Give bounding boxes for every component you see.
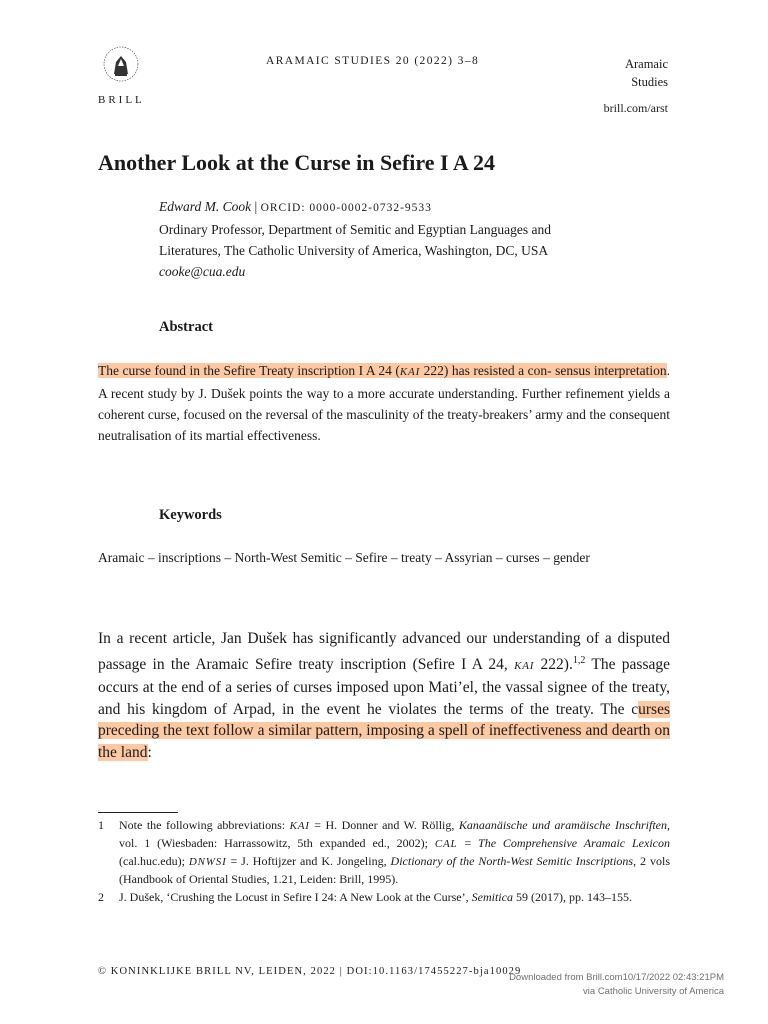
journal-citation: ARAMAIC STUDIES 20 (2022) 3–8 [266,55,480,67]
footnote-text [119,889,670,906]
footnote-ref[interactable]: 1,2 [572,654,586,666]
brill-seal-icon [102,44,140,88]
journal-name-line1: Aramaic [624,57,668,71]
body-part3: The passage occurs at the end of a series of curses imposed upon Mati’el, the vassal signee of the treaty, and his kingdom of Arpad, in the event he violates the terms of the treaty. The c [98,655,671,718]
journal-name-line2: Studies [631,75,668,89]
fn1-h: = J. Hoftijzer and K. Jongeling, [226,854,391,868]
affiliation-line1: Ordinary Professor, Department of Semitic and Egyptian Languages and [159,222,551,237]
fn2-a: J. Dušek, ‘Crushing the Locust in Sefire I 24: A New Look at the Curse’, [119,890,472,904]
article-title: Another Look at the Curse in Sefire I A 24 [98,150,496,175]
download-line2: via Catholic University of America [583,986,724,997]
abstract-heading: Abstract [159,319,213,335]
fn1-b: = H. Donner and W. Röllig, [309,818,459,832]
footnote-number: 1 [98,818,104,832]
abstract-text [98,360,670,446]
body-kai-abbrev: KAI [514,659,535,672]
footnote-number: 2 [98,890,104,904]
footnotes [98,817,670,907]
copyright-footer: © KONINKLIJKE BRILL NV, LEIDEN, 2022 | DOI:10.1163/17455227-bja10029 [98,966,522,977]
body-part1: In a recent article, Jan Dušek has significantly advanced our understanding of a disputed passage in the Aramaic Sefire treaty inscription (Sefire I A 24, [98,630,670,673]
body-paragraph [98,628,670,763]
journal-url-link[interactable]: brill.com/arst [603,101,668,115]
fn1-j: , 2 vols (Handbook of Oriental Studies, 1.21, Leiden: Brill, 1995). [119,854,670,886]
affiliation-line2: Literatures, The Catholic University of America, Washington, DC, USA [159,243,549,258]
footnote-text [119,817,670,888]
fn1-d: , vol. 1 (Wiesbaden: Harrassowitz, 5th expanded ed., 2002); [119,818,670,850]
fn2-b: Semitica [471,890,513,904]
fn2-c: 59 (2017), pp. 143–155. [512,890,632,904]
footnote-item [98,889,670,906]
author-separator: | [254,199,258,214]
fn1-i: Dictionary of the North-West Semitic Inscriptions [390,854,634,868]
orcid-link[interactable]: ORCID: 0000-0002-0732-9533 [260,202,432,214]
fn1-dnwsi: DNWSI [188,856,227,868]
fn1-e: = [457,836,479,850]
body-part2: 222). [534,655,573,673]
keywords-heading: Keywords [159,507,222,523]
download-line1: Downloaded from Brill.com10/17/2022 02:43:21PM [509,972,724,983]
author-block [159,196,679,282]
footnote-item [98,817,670,888]
body-highlight-part2: pattern, imposing a spell of ineffectiveness and dearth on the land [98,722,670,761]
fn1-kai: KAI [289,820,310,832]
abstract-highlight[interactable] [98,363,667,378]
fn1-g: (cal.huc.edu); [119,854,189,868]
fn1-c: Kanaanäische und aramäische Inschriften [458,818,667,832]
abstract-highlight-part2: 222) has resisted a con- [420,363,552,378]
fn1-a: Note the following abbreviations: [119,818,290,832]
author-email-link[interactable]: cooke@cua.edu [159,264,246,279]
abstract-highlight-part3: sensus interpretation [555,363,667,378]
keywords-text: Aramaic – inscriptions – North-West Semitic – Sefire – treaty – Assyrian – curses – gender [98,550,590,565]
download-watermark [488,971,724,999]
journal-info [604,55,668,117]
logo-wordmark: BRILL [98,94,145,106]
body-part4: : [147,743,152,761]
author-name: Edward M. Cook [159,199,252,214]
fn1-f: The Comprehensive Aramaic Lexicon [478,836,670,850]
abstract-rest: . A recent study by J. Dušek points the way to a more accurate understanding. Further refinement yields a coherent curse, focused on the reversal of the masculinity of the treaty-breakers’ army and the consequent neutralisation of its martial effectiveness. [98,363,671,443]
abstract-highlight-part1: The curse found in the Sefire Treaty inscription I A 24 ( [98,363,400,378]
fn1-cal: CAL [434,838,458,850]
abstract-kai-abbrev: KAI [399,366,421,378]
brill-logo [98,44,146,106]
body-highlight-part1: urses preceding the text follow a similar [98,700,670,740]
footnote-divider [98,812,178,813]
